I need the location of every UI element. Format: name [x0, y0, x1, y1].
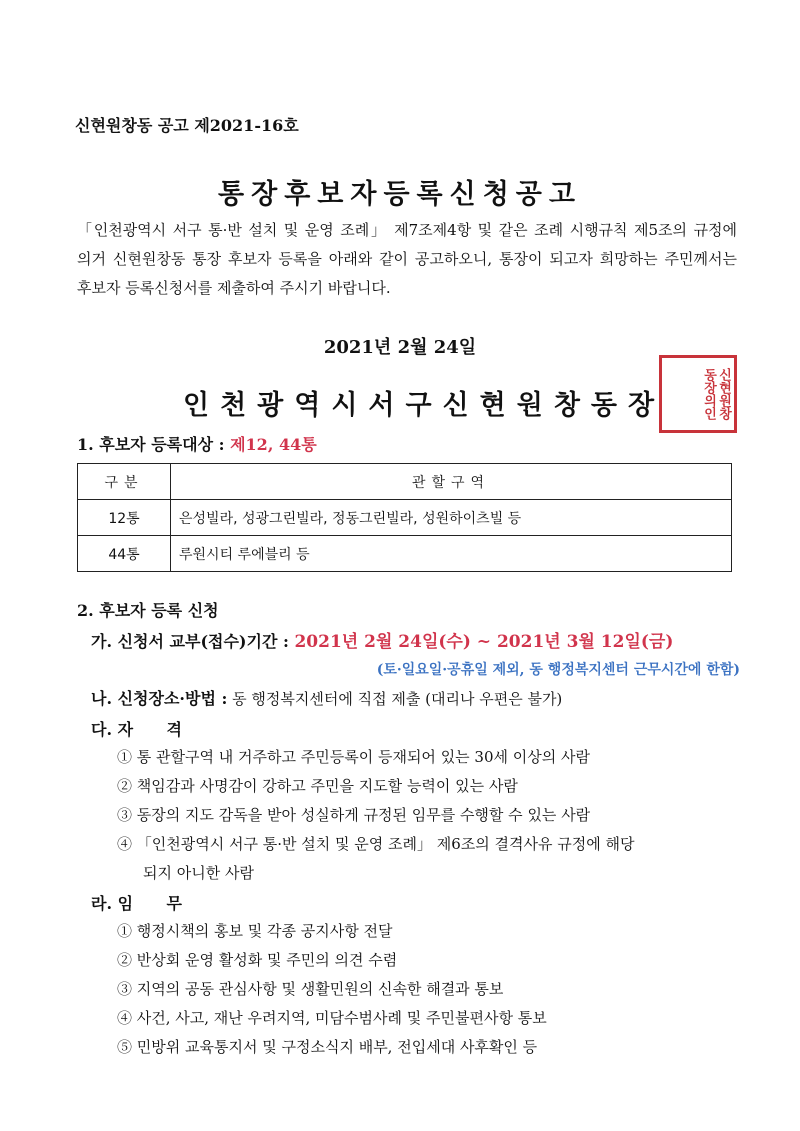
duty-label: 라. 임 무 [91, 894, 182, 913]
table-header-area: 관할구역 [171, 464, 732, 500]
place-value: 동 행정복지센터에 직접 제출 (대리나 우편은 불가) [232, 690, 563, 708]
table-cell-area: 은성빌라, 성광그린빌라, 정동그린빌라, 성원하이츠빌 등 [171, 500, 732, 536]
table-cell-tong: 44통 [78, 536, 171, 572]
place-item [91, 686, 562, 709]
issuer-name: 인천광역시서구신현원창동장 [183, 390, 666, 421]
duty-item: ⑤ 민방위 교육통지서 및 구정소식지 배부, 전입세대 사후확인 등 [117, 1038, 538, 1056]
jurisdiction-table [77, 463, 732, 572]
section2-heading: 2. 후보자 등록 신청 [77, 601, 219, 620]
period-item [91, 627, 673, 652]
qualification-item-continued: 되지 아니한 사람 [143, 864, 254, 882]
table-cell-tong: 12통 [78, 500, 171, 536]
document-title: 통장후보자등록신청공고 [218, 179, 582, 210]
section1-label: 1. 후보자 등록대상 : [77, 435, 225, 454]
official-seal: 신현원창동장의인 [659, 355, 737, 433]
qualification-item: ④ 「인천광역시 서구 통·반 설치 및 운영 조례」 제6조의 결격사유 규정에 해당 [117, 835, 635, 853]
section1-heading [77, 432, 317, 455]
intro-paragraph: 「인천광역시 서구 통·반 설치 및 운영 조례」 제7조제4항 및 같은 조례 시행규칙 제5조의 규정에 의거 신현원창동 통장 후보자 등록을 아래와 같이 공고하오니, 통장이 되고자 희망하는 주민께서는 후보자 등록신청서를 제출하여 주시기 바랍니다. [77, 221, 737, 297]
qualification-label: 다. 자 격 [91, 720, 182, 739]
period-value: 2021년 2월 24일(수) ~ 2021년 3월 12일(금) [294, 632, 674, 652]
duty-item: ② 반상회 운영 활성화 및 주민의 의견 수렴 [117, 951, 398, 969]
duty-item: ③ 지역의 공동 관심사항 및 생활민원의 신속한 해결과 통보 [117, 980, 504, 998]
section1-value: 제12, 44통 [230, 435, 317, 454]
table-row [78, 500, 732, 536]
place-label: 나. 신청장소·방법 : [91, 689, 228, 708]
table-header-tong: 구분 [78, 464, 171, 500]
table-header-row [78, 464, 732, 500]
qualification-item: ② 책임감과 사명감이 강하고 주민을 지도할 능력이 있는 사람 [117, 777, 518, 795]
period-label: 가. 신청서 교부(접수)기간 : [91, 632, 289, 651]
qualification-item: ③ 동장의 지도 감독을 받아 성실하게 규정된 임무를 수행할 수 있는 사람 [117, 806, 591, 824]
notice-date: 2021년 2월 24일 [323, 337, 477, 358]
table-row [78, 536, 732, 572]
notice-number: 신현원창동 공고 제2021-16호 [75, 116, 299, 135]
period-note: (토·일요일·공휴일 제외, 동 행정복지센터 근무시간에 한함) [376, 662, 740, 678]
qualification-item: ① 통 관할구역 내 거주하고 주민등록이 등재되어 있는 30세 이상의 사람 [117, 748, 591, 766]
duty-item: ④ 사건, 사고, 재난 우려지역, 미담수범사례 및 주민불편사항 통보 [117, 1009, 547, 1027]
duty-item: ① 행정시책의 홍보 및 각종 공지사항 전달 [117, 922, 393, 940]
table-cell-area: 루원시티 루에블리 등 [171, 536, 732, 572]
